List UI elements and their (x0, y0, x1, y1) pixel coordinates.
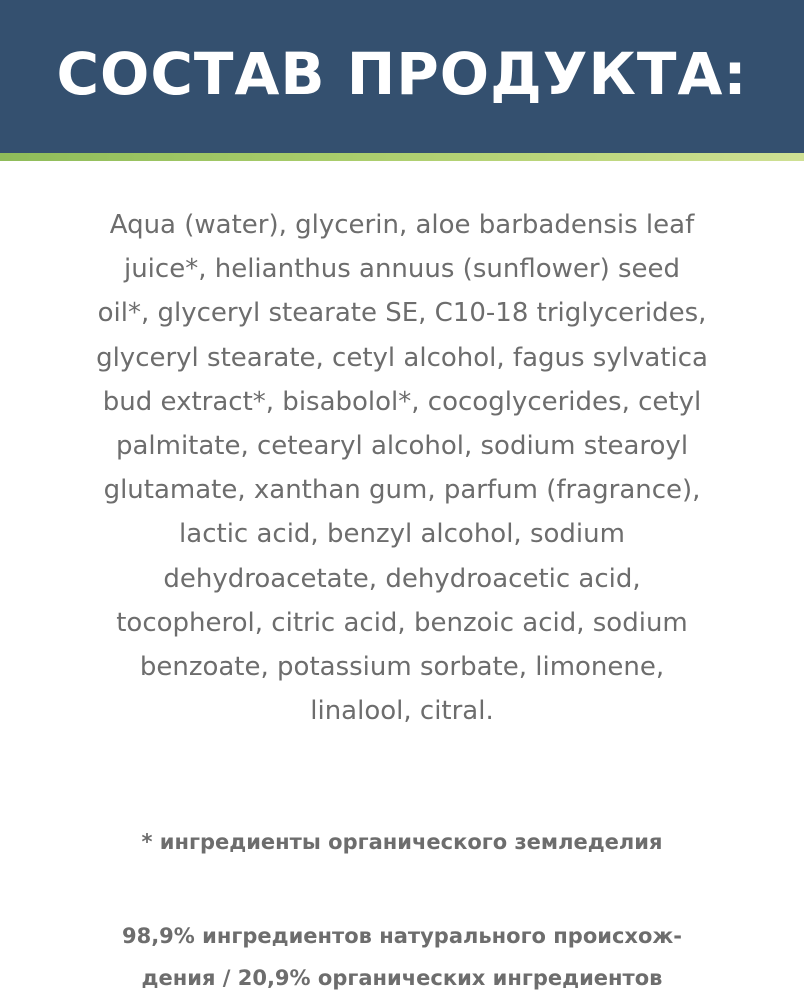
ingredients-line: glutamate, xanthan gum, parfum (fragrance), (103, 475, 701, 506)
ingredients-line: Aqua (water), glycerin, aloe barbadensis leaf (109, 210, 695, 240)
ingredients-line: lactic acid, benzyl alcohol, sodium (179, 519, 625, 550)
page-title: СОСТАВ ПРОДУКТА: (56, 39, 748, 108)
ingredients-line: juice*, helianthus annuus (sunflower) seed (123, 254, 681, 285)
header-banner (0, 0, 804, 153)
ingredients-line: bud extract*, bisabolol*, cocoglycerides, cetyl (102, 386, 702, 417)
natural-origin-line: 98,9% ингредиентов натурального происхож- (121, 924, 683, 948)
ingredients-line: linalool, citral. (310, 696, 494, 727)
ingredients-line: oil*, glyceryl stearate SE, C10-18 triglycerides, (97, 298, 707, 329)
accent-stripe (0, 153, 804, 161)
ingredients-line: benzoate, potassium sorbate, limonene, (139, 652, 665, 683)
ingredients-list (40, 203, 764, 733)
ingredients-line: tocopherol, citric acid, benzoic acid, sodium (116, 607, 688, 638)
natural-origin-line: дения / 20,9% органических ингредиентов (141, 966, 663, 990)
ingredients-line: palmitate, cetearyl alcohol, sodium stearoyl (115, 431, 689, 462)
ingredients-line: dehydroacetate, dehydroacetic acid, (163, 563, 641, 594)
natural-origin-note (30, 915, 774, 999)
organic-farming-note: * ингредиенты органического земледелия (141, 830, 663, 854)
ingredients-line: glyceryl stearate, cetyl alcohol, fagus sylvatica (96, 342, 708, 373)
